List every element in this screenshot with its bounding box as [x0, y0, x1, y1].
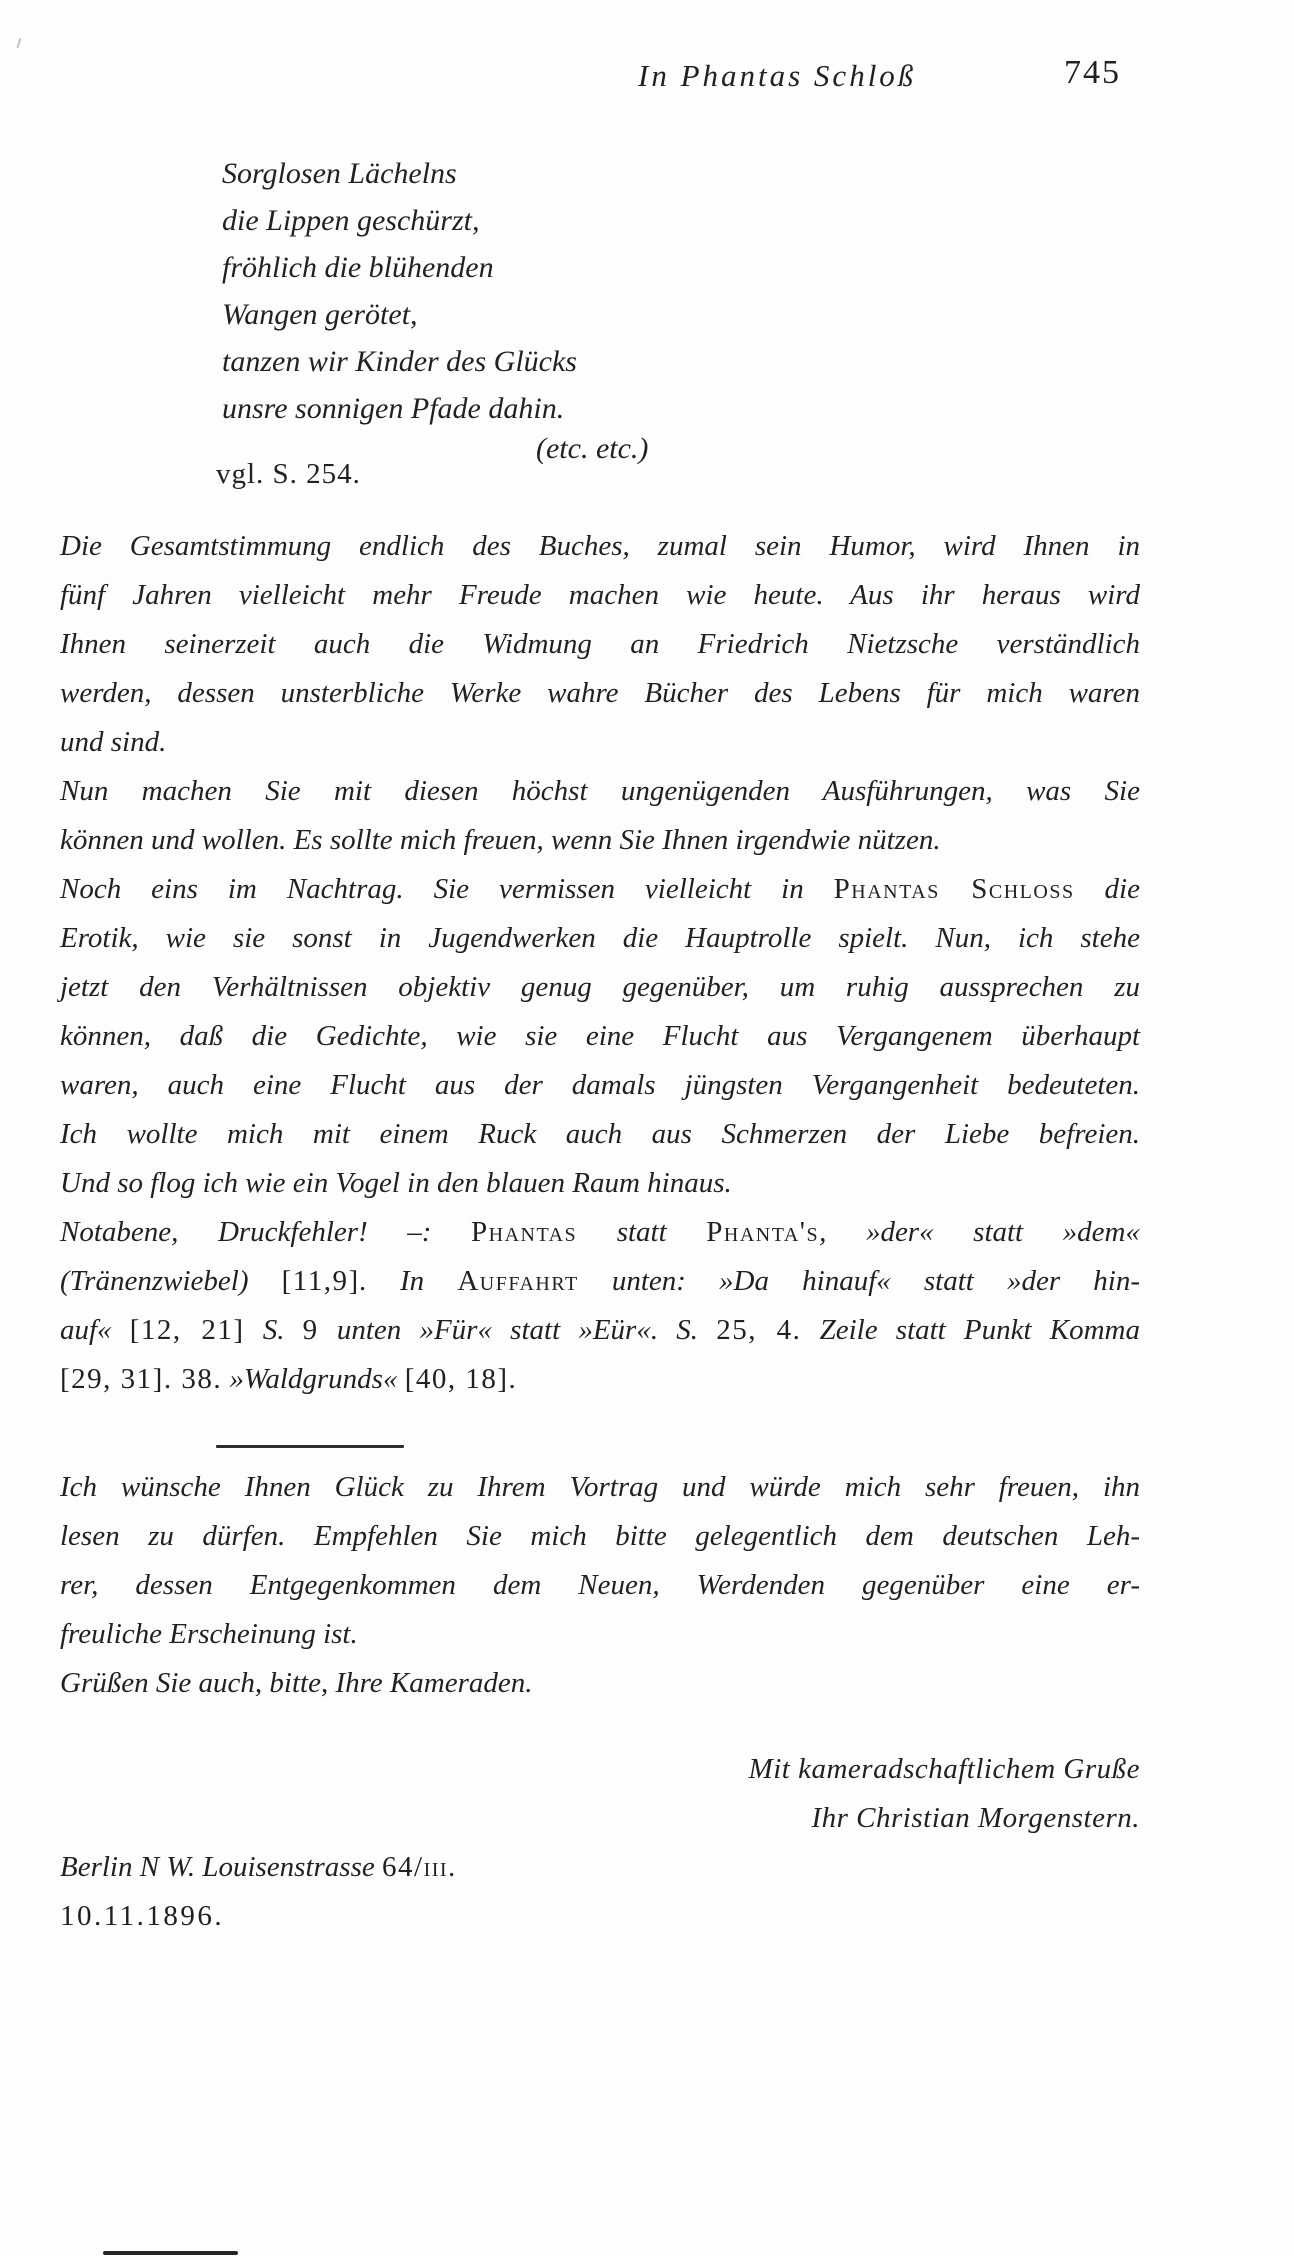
text-line: Nun machen Sie mit diesen höchst ungenügenden Ausführungen, was Sie	[60, 775, 1140, 807]
text-line: fünf Jahren vielleicht mehr Freude machen wie heute. Aus ihr heraus wird	[60, 579, 1140, 611]
letter-date	[60, 1892, 1140, 1941]
poem-quote	[222, 150, 577, 432]
text-line: rer, dessen Entgegenkommen dem Neuen, Werdenden gegenüber eine er-	[60, 1569, 1140, 1601]
letter-paragraph-4	[60, 1208, 1140, 1404]
text-line: (Tränenzwiebel) [11,9]. In Auffahrt unten: »Da hinauf« statt »der hin-	[60, 1265, 1140, 1297]
letter-paragraph-2	[60, 767, 1140, 865]
letter-paragraph-5	[60, 1463, 1140, 1659]
running-head-title: In Phantas Schloß	[638, 58, 917, 93]
scan-edge-artifact	[103, 2251, 238, 2255]
text-line: Notabene, Druckfehler! –: Phantas statt Phanta's, »der« statt »dem«	[60, 1216, 1140, 1248]
text-line: Wangen gerötet,	[222, 298, 418, 331]
text-line: Ihnen seinerzeit auch die Widmung an Friedrich Nietzsche verständlich	[60, 628, 1140, 660]
text-line: und sind.	[60, 726, 167, 758]
text-line: tanzen wir Kinder des Glücks	[222, 345, 577, 378]
page-number: 745	[1064, 54, 1121, 91]
text-line: auf« [12, 21] S. 9 unten »Für« statt »Eür«. S. 25, 4. Zeile statt Punkt Komma	[60, 1314, 1140, 1346]
text-line: lesen zu dürfen. Empfehlen Sie mich bitte gelegentlich dem deutschen Leh-	[60, 1520, 1140, 1552]
text-line: können, daß die Gedichte, wie sie eine Flucht aus Vergangenem überhaupt	[60, 1020, 1140, 1052]
text-line: Erotik, wie sie sonst in Jugendwerken die Hauptrolle spielt. Nun, ich stehe	[60, 922, 1140, 954]
text-line: unsre sonnigen Pfade dahin.	[222, 392, 565, 425]
letter-closing	[60, 1745, 1140, 1843]
letter-paragraph-6	[60, 1659, 1140, 1708]
text-line: Ich wollte mich mit einem Ruck auch aus Schmerzen der Liebe befreien.	[60, 1118, 1140, 1150]
text-line: waren, auch eine Flucht aus der damals jüngsten Vergangenheit bedeuteten.	[60, 1069, 1140, 1101]
text-line: die Lippen geschürzt,	[222, 204, 480, 237]
letter-date-value: 10.11.1896.	[60, 1900, 225, 1932]
scan-speck	[17, 38, 22, 48]
letter-paragraph-3	[60, 865, 1140, 1208]
poem-etc-note: (etc. etc.)	[536, 432, 649, 465]
text-line: Und so flog ich wie ein Vogel in den blauen Raum hinaus.	[60, 1167, 732, 1199]
text-line: Mit kameradschaftlichem Gruße	[748, 1753, 1140, 1785]
letter-body	[60, 522, 1140, 1941]
text-line: freuliche Erscheinung ist.	[60, 1618, 358, 1650]
sender-address	[60, 1843, 1140, 1892]
text-line: können und wollen. Es sollte mich freuen, wenn Sie Ihnen irgendwie nützen.	[60, 824, 941, 856]
text-line: Ich wünsche Ihnen Glück zu Ihrem Vortrag und würde mich sehr freuen, ihn	[60, 1471, 1140, 1503]
text-line: werden, dessen unsterbliche Werke wahre Bücher des Lebens für mich waren	[60, 677, 1140, 709]
text-line: [29, 31]. 38. »Waldgrunds« [40, 18].	[60, 1363, 518, 1395]
letter-paragraph-1	[60, 522, 1140, 767]
section-divider	[216, 1445, 404, 1448]
text-line: Grüßen Sie auch, bitte, Ihre Kameraden.	[60, 1667, 533, 1699]
page-reference: vgl. S. 254.	[216, 458, 361, 490]
text-line: Sorglosen Lächelns	[222, 157, 457, 190]
text-line: Berlin N W. Louisenstrasse 64/iii.	[60, 1851, 457, 1883]
text-line: Ihr Christian Morgenstern.	[811, 1802, 1140, 1834]
text-line: Die Gesamtstimmung endlich des Buches, zumal sein Humor, wird Ihnen in	[60, 530, 1140, 562]
text-line: jetzt den Verhältnissen objektiv genug gegenüber, um ruhig aussprechen zu	[60, 971, 1140, 1003]
text-line: Noch eins im Nachtrag. Sie vermissen vielleicht in Phantas Schloss die	[60, 873, 1140, 905]
text-line: fröhlich die blühenden	[222, 251, 494, 284]
